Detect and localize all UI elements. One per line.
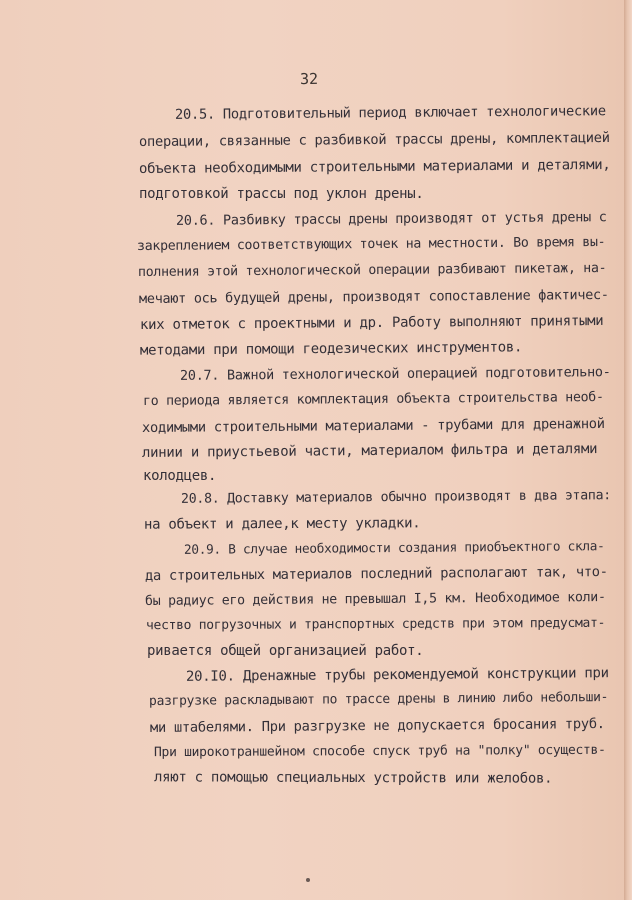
- text-line: методами при помощи геодезических инструментов.: [139, 339, 523, 359]
- text-line: го периода является комплектация объекта строительства необ-: [142, 389, 604, 410]
- text-line: ривается общей организацией работ.: [147, 643, 424, 659]
- text-line: подготовкой трассы под уклон дрены.: [139, 186, 424, 202]
- page-edge: [624, 0, 632, 900]
- page-number: 32: [299, 69, 319, 89]
- text-line: разгрузке раскладывают по трассе дрены в линию либо небольши-: [148, 689, 609, 710]
- text-line: 20.9. В случае необходимости создания приобъектного скла-: [183, 539, 605, 558]
- text-line: 20.7. Важной технологической операцией подготовительно-: [179, 364, 611, 384]
- text-line: мечают ось будущей дрены, производят сопоставление фактичес-: [138, 286, 609, 308]
- text-line: 20.I0. Дренажные трубы рекомендуемой конструкции при: [185, 665, 609, 685]
- text-line: да строительных материалов последний располагают так, что-: [144, 563, 608, 585]
- text-line: линии и приустьевой части, материалом фильтра и деталями: [141, 441, 598, 461]
- text-line: ми штабелями. При разгрузке не допускается бросания труб.: [149, 716, 605, 736]
- text-line: закреплением соответствующих точек на местности. Во время вы-: [136, 234, 606, 255]
- text-line: 20.6. Разбивку трассы дрены производят от устья дрены с: [175, 209, 607, 229]
- text-line: ходимыми строительными материалами - трубами для дренажной: [141, 415, 605, 437]
- ink-dot: [306, 878, 310, 882]
- text-line: 20.5. Подготовительный период включает технологические: [174, 103, 606, 123]
- text-line: объекта необходимыми строительными материалами и деталями,: [138, 156, 611, 178]
- text-line: ких отметок с проектными и др. Работу выполняют принятыми: [139, 312, 604, 334]
- text-line: 20.8. Доставку материалов обычно производят в два этапа:: [180, 488, 611, 507]
- text-line: на объект и далее,к месту укладки.: [143, 515, 421, 533]
- text-line: ляют с помощью специальных устройств или желобов.: [153, 769, 553, 787]
- text-line: чество погрузочных и транспортных средств при этом предусмат-: [145, 615, 606, 634]
- text-line: При широкотраншейном способе спуск труб на "полку" осуществ-: [153, 742, 606, 761]
- text-line: операции, связанные с разбивкой трассы дрены, комплектацией: [138, 129, 610, 151]
- text-line: колодцев.: [143, 468, 217, 484]
- text-line: полнения этой технологической операции разбивают пикетаж, на-: [137, 260, 607, 281]
- text-line: бы радиус его действия не превышал I,5 км. Необходимое коли-: [144, 589, 606, 610]
